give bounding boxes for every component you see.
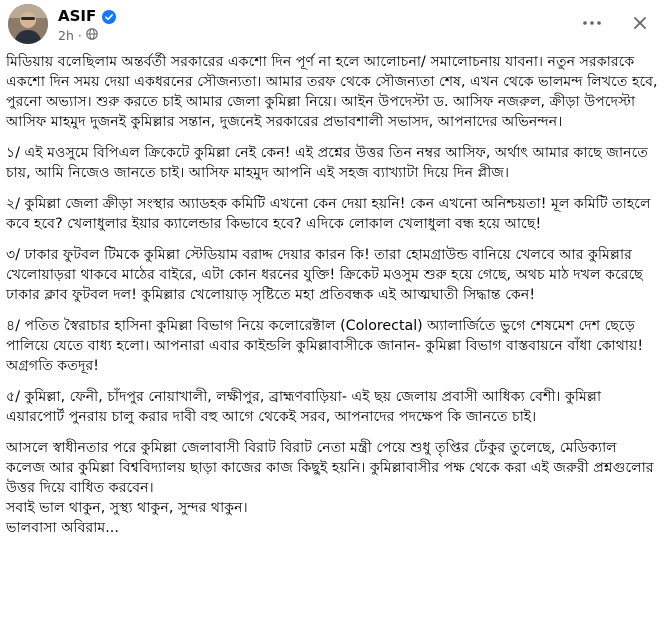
globe-icon[interactable] <box>86 28 98 43</box>
post-signoff-line: সবাই ভাল থাকুন, সুস্থ্য থাকুন, সুন্দর থাকুন। <box>6 500 248 516</box>
author-name[interactable]: ASIF <box>58 7 97 25</box>
post-paragraph-4: ৪/ পতিত স্বৈরাচার হাসিনা কুমিল্লা বিভাগ নিয়ে কলোরেক্টাল (Colorectal) অ্যালার্জিতে ভুগে শেষমেশ দেশ ছেড়ে পালিয়ে যেতে বাধ্য হলো। আপনারা এবার কাইন্ডলি কুমিল্লাবাসীকে জানান- কুমিল্লা বিভাগ বাস্তবায়নে বাঁধা কোথায়! অগ্রগতি কতদূর! <box>6 318 644 374</box>
post-paragraph-2: ২/ কুমিল্লা জেলা ক্রীড়া সংস্থার অ্যাডহক কমিটি এখনো কেন দেয়া হয়নি! কেন এখনো অনিশ্চয়তা! মূল কমিটি তাহলে কবে হবে? খেলাধুলার ইয়ার ক্যালেন্ডার কিভাবে হবে? এদিকে লোকাল খেলাধুলা বন্ধ হয়ে আছে! <box>6 196 651 232</box>
post-closing-paragraph: আসলে স্বাধীনতার পরে কুমিল্লা জেলাবাসী বিরাট বিরাট নেতা মন্ত্রী পেয়ে শুধু তৃপ্তির ঢেঁকুর তুলেছে, মেডিক্যাল কলেজ আর কুমিল্লা বিশ্ববিদ্যালয় ছাড়া কাজের কাজ কিছুই হয়নি। কুমিল্লাবাসীর পক্ষ থেকে করা এই জরুরী প্রশ্নগুলোর উত্তর দিয়ে বাধিত করবেন। <box>6 440 654 496</box>
avatar-photo <box>8 4 48 44</box>
more-options-icon[interactable] <box>581 12 603 34</box>
post-paragraph-intro: মিডিয়ায় বলেছিলাম অন্তর্বর্তী সরকারের একশো দিন পূর্ণ না হলে আলোচনা/ সমালোচনায় যাবনা। নতুন সরকারকে একশো দিন সময় দেয়া একধরনের সৌজন্যতা। আমার তরফ থেকে সৌজন্যতা শেষ, এখন থেকে ভালমন্দ লিখতে হবে, পুরনো অভ্যাস। শুরু করতে চাই আমার জেলা কুমিল্লা নিয়ে। আইন উপদেস্টা ড. আসিফ নজরুল, ক্রীড়া উপদেস্টা আসিফ মাহমুদ দুজনই কুমিল্লার সন্তান, দুজনেই সরকারের প্রভাবশালী সভাসদ, আপনাদের অভিনন্দন। <box>6 54 658 130</box>
close-icon[interactable] <box>629 12 651 34</box>
post-timestamp[interactable]: 2h <box>58 28 74 43</box>
post-paragraph-3: ৩/ ঢাকার ফুটবল টিমকে কুমিল্লা স্টেডিয়াম বরাদ্দ দেয়ার কারন কি! তারা হোমগ্রাউন্ড বানিয়ে খেলবে আর কুমিল্লার খেলোয়াড়রা থাকবে মাঠের বাইরে, এটা কোন ধরনের যুক্তি! ক্রিকেট মওসুম শুরু হয়ে গেছে, অথচ মাঠ দখল করেছে ঢাকার ক্লাব ফুটবল দল! কুমিল্লার খেলোয়াড় সৃষ্টিতে মহা প্রতিবন্ধক এই আত্মঘাতী সিদ্ধান্ত কেন! <box>6 247 643 303</box>
post-paragraph-1: ১/ এই মওসুমে বিপিএল ক্রিকেটে কুমিল্লা নেই কেন! এই প্রশ্নের উত্তর তিন নম্বর আসিফ, অর্থাৎ আমার কাছে জানতে চায়, আমি নিজেও জানতে চাই। আসিফ মাহমুদ আপনি এই সহজ ব্যাখ্যাটা দিয়ে দিন প্লীজ। <box>6 145 648 181</box>
post-body <box>6 52 658 538</box>
verified-badge-icon <box>102 9 116 23</box>
author-row <box>58 7 116 25</box>
avatar[interactable] <box>8 4 48 44</box>
meta-separator: · <box>77 28 82 43</box>
post-meta <box>58 28 98 43</box>
post-header <box>8 4 659 48</box>
post-paragraph-5: ৫/ কুমিল্লা, ফেনী, চাঁদপুর নোয়াখালী, লক্ষীপুর, ব্রাহ্মণবাড়িয়া- এই ছয় জেলায় প্রবাসী আধিক্য বেশী। কুমিল্লা এয়ারপোর্ট পুনরায় চালু করার দাবী বহু আগে থেকেই সরব, আপনাদের পদক্ষেপ কি জানতে চাই। <box>6 389 602 425</box>
post-signature-line: ভালবাসা অবিরাম... <box>6 520 119 536</box>
